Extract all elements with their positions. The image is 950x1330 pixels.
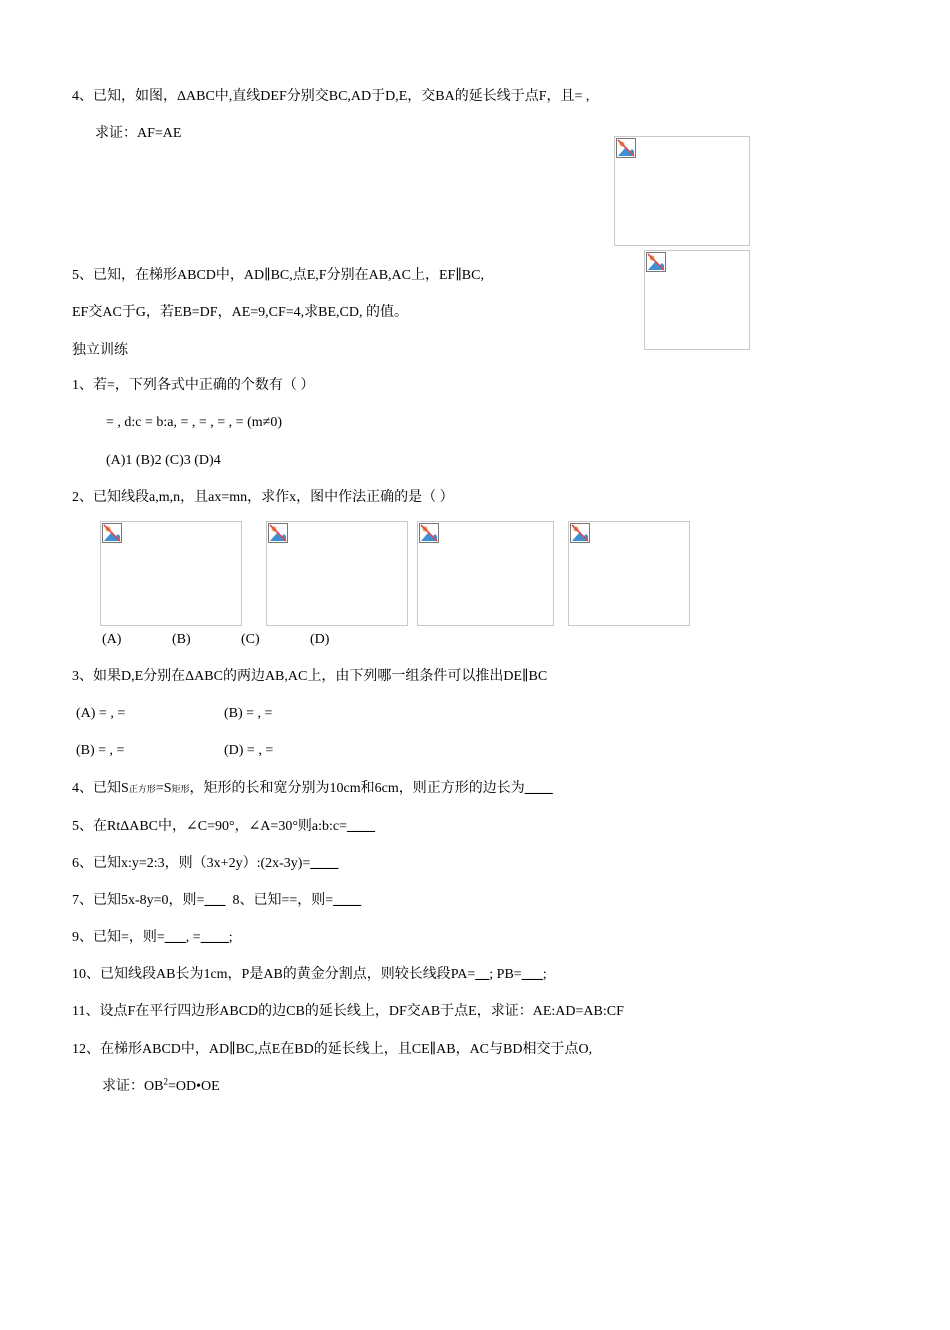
exercise-12-line-2 bbox=[102, 1078, 220, 1096]
problem-5-line-1: 5、已知，在梯形ABCD中，AD∥BC,点E,F分别在AB,AC上，EF∥BC, bbox=[72, 268, 484, 283]
exercise-6-text: 6、已知x:y=2:3，则（3x+2y）:(2x-3y)= bbox=[72, 856, 311, 871]
exercise-9-text-2: , = bbox=[185, 930, 201, 945]
broken-image-icon bbox=[419, 523, 439, 543]
exercise-9-blank-2[interactable]: ____ bbox=[200, 930, 229, 945]
broken-image-icon bbox=[102, 523, 122, 543]
exercise-7-text: 7、已知5x-8y=0，则= bbox=[72, 893, 205, 908]
broken-image-icon bbox=[268, 523, 288, 543]
exercise-12-superscript: 2 bbox=[163, 1076, 168, 1087]
exercise-1-options: (A)1 (B)2 (C)3 (D)4 bbox=[106, 453, 221, 468]
exercise-10-blank-2[interactable]: ___ bbox=[521, 967, 543, 982]
problem-4-line-1: 4、已知，如图，ΔABC中,直线DEF分别交BC,AD于D,E，交BA的延长线于点F，且= , bbox=[72, 89, 590, 104]
problem-5-line-2: EF交AC于G，若EB=DF，AE=9,CF=4,求BE,CD, 的值。 bbox=[72, 305, 408, 320]
broken-image-icon bbox=[570, 523, 590, 543]
exercise-1-formulas: = , d:c = b:a, = , = , = , = (m≠0) bbox=[106, 415, 282, 430]
label-option-d: (D) bbox=[310, 632, 330, 647]
exercise-11: 11、设点F在平行四边形ABCD的边CB的延长线上，DF交AB于点E，求证：AE:AD=AB:CF bbox=[72, 1004, 624, 1019]
exercise-10 bbox=[72, 966, 547, 984]
exercise-4-sub-rect: 矩形 bbox=[171, 784, 190, 794]
exercise-3-option-c: (B) = , = bbox=[76, 743, 125, 758]
exercise-2-question: 2、已知线段a,m,n，且ax=mn，求作x，图中作法正确的是（ ） bbox=[72, 490, 454, 505]
exercise-5-blank[interactable]: ____ bbox=[347, 819, 376, 834]
figure-option-c bbox=[417, 521, 554, 626]
figure-image-1 bbox=[614, 136, 750, 246]
exercise-3-option-b: (B) = , = bbox=[224, 706, 273, 721]
exercise-9 bbox=[72, 929, 233, 947]
exercise-8-blank[interactable]: ____ bbox=[333, 893, 362, 908]
problem-4-line-2: 求证：AF=AE bbox=[95, 126, 182, 141]
exercise-12-post: =OD•OE bbox=[167, 1079, 220, 1094]
exercise-3-question: 3、如果D,E分别在ΔABC的两边AB,AC上，由下列哪一组条件可以推出DE∥BC bbox=[72, 669, 548, 684]
exercise-4-sub-square: 正方形 bbox=[128, 784, 156, 794]
figure-image-2 bbox=[644, 250, 750, 350]
broken-image-icon bbox=[646, 252, 666, 272]
exercise-4-mid: =S bbox=[155, 781, 172, 796]
label-option-b: (B) bbox=[172, 632, 191, 647]
exercise-9-blank-1[interactable]: ___ bbox=[164, 930, 186, 945]
exercise-4 bbox=[72, 780, 553, 798]
exercise-10-text-2: ; PB= bbox=[489, 967, 522, 982]
figure-option-a bbox=[100, 521, 242, 626]
exercise-8-text: 8、已知==，则= bbox=[225, 893, 334, 908]
label-option-a: (A) bbox=[102, 632, 122, 647]
exercise-9-text-3: ; bbox=[228, 930, 233, 945]
exercise-9-text-1: 9、已知=，则= bbox=[72, 930, 165, 945]
exercise-3-option-d: (D) = , = bbox=[224, 743, 274, 758]
exercise-10-blank-1[interactable]: __ bbox=[475, 967, 490, 982]
exercise-10-text-3: ; bbox=[542, 967, 547, 982]
figure-option-b bbox=[266, 521, 408, 626]
label-option-c: (C) bbox=[241, 632, 260, 647]
exercise-5-text: 5、在RtΔABC中，∠C=90°，∠A=30°则a:b:c= bbox=[72, 819, 348, 834]
exercise-10-text-1: 10、已知线段AB长为1cm，P是AB的黄金分割点，则较长线段PA= bbox=[72, 967, 476, 982]
exercise-6-blank[interactable]: ____ bbox=[310, 856, 339, 871]
exercise-12-line-1: 12、在梯形ABCD中，AD∥BC,点E在BD的延长线上，且CE∥AB，AC与BD相交于点O, bbox=[72, 1042, 593, 1057]
exercise-3-option-a: (A) = , = bbox=[76, 706, 126, 721]
exercise-7-blank[interactable]: ___ bbox=[204, 893, 226, 908]
section-title: 独立训练 bbox=[72, 343, 128, 358]
exercise-4-post: ，矩形的长和宽分别为10cm和6cm，则正方形的边长为 bbox=[189, 781, 525, 796]
exercise-1-question: 1、若=，下列各式中正确的个数有（ ） bbox=[72, 378, 315, 393]
broken-image-icon bbox=[616, 138, 636, 158]
exercise-5 bbox=[72, 818, 375, 836]
exercise-4-blank[interactable]: ____ bbox=[524, 781, 553, 796]
exercise-7-8 bbox=[72, 892, 361, 910]
exercise-12-pre: 求证：OB bbox=[102, 1079, 164, 1094]
exercise-6 bbox=[72, 855, 338, 873]
figure-option-d bbox=[568, 521, 690, 626]
exercise-4-pre: 4、已知S bbox=[72, 781, 129, 796]
